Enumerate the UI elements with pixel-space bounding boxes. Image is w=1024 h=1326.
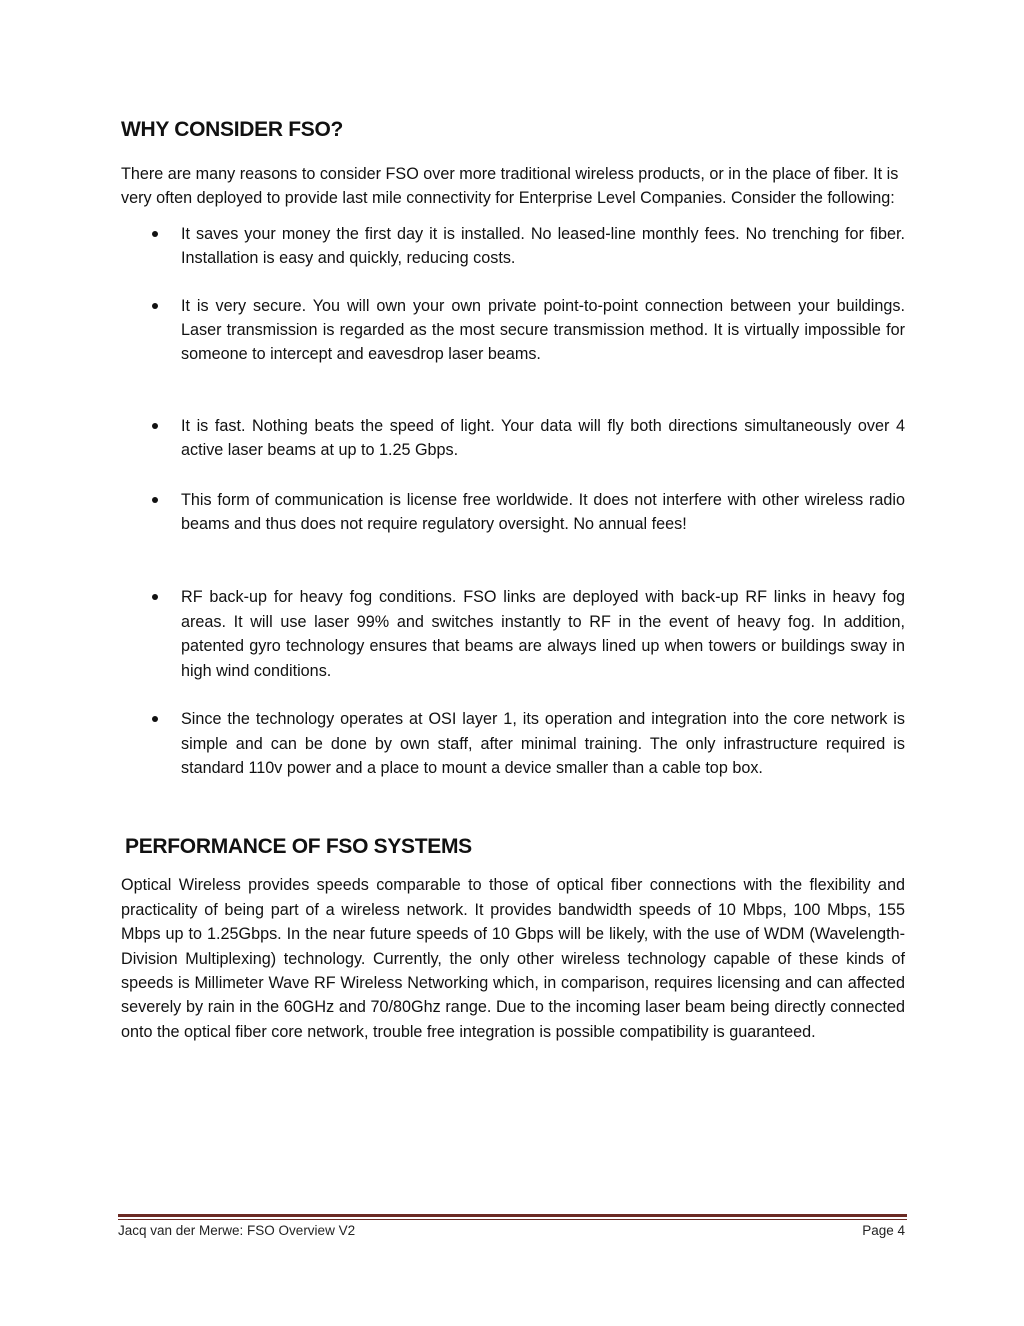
list-item-text: It is very secure. You will own your own private point-to-point connection between your buildings. Laser transmission is regarded as the most secure transmission method. It is virtually impossible for someone to intercept and eavesdrop laser beams. xyxy=(181,296,905,364)
list-item xyxy=(121,222,905,271)
bullet-icon xyxy=(152,716,158,722)
performance-paragraph: Optical Wireless provides speeds comparable to those of optical fiber connections with the flexibility and practicality of being part of a wireless network. It provides bandwidth speeds of 10 Mbps, 100 Mbps, 155 Mbps up to 1.25Gbps. In the near future speeds of 10 Gbps will be likely, with the use of WDM (Wavelength-Division Multiplexing) technology. Currently, the only other wireless technology capable of these kinds of speeds is Millimeter Wave RF Wireless Networking which, in comparison, requires licensing and can affected severely by rain in the 60GHz and 70/80Ghz range. Due to the incoming laser beam being directly connected onto the optical fiber core network, trouble free integration is possible compatibility is guaranteed. xyxy=(121,876,905,1041)
bullet-icon xyxy=(152,231,158,237)
document-page xyxy=(121,118,905,1044)
bullet-icon xyxy=(152,303,158,309)
footer-page-number: Page 4 xyxy=(862,1223,905,1238)
bullet-icon xyxy=(152,423,158,429)
footer-divider xyxy=(118,1214,907,1217)
list-item-text: It is fast. Nothing beats the speed of light. Your data will fly both directions simultaneously over 4 active laser beams at up to 1.25 Gbps. xyxy=(181,416,905,460)
bullet-icon xyxy=(152,497,158,503)
list-item xyxy=(121,585,905,683)
reasons-list xyxy=(121,222,905,781)
section-title-performance: PERFORMANCE OF FSO SYSTEMS xyxy=(125,835,472,859)
list-item xyxy=(121,294,905,367)
footer-divider-thin xyxy=(118,1219,907,1220)
list-item-text: It saves your money the first day it is installed. No leased-line monthly fees. No trenching for fiber. Installation is easy and quickly, reducing costs. xyxy=(181,224,905,268)
list-item-text: RF back-up for heavy fog conditions. FSO links are deployed with back-up RF links in heavy fog areas. It will use laser 99% and switches instantly to RF in the event of heavy fog. In addition, patented gyro technology ensures that beams are always lined up when towers or buildings sway in high wind conditions. xyxy=(181,588,905,680)
list-item xyxy=(121,707,905,780)
footer-author: Jacq van der Merwe: FSO Overview V2 xyxy=(118,1223,356,1238)
list-item xyxy=(121,488,905,537)
section-title-why-consider-fso: WHY CONSIDER FSO? xyxy=(121,118,344,141)
intro-paragraph: There are many reasons to consider FSO over more traditional wireless products, or in the place of fiber. It is very often deployed to provide last mile connectivity for Enterprise Level Companies. Consider the following: xyxy=(121,165,899,208)
list-item-text: This form of communication is license free worldwide. It does not interfere with other wireless radio beams and thus does not require regulatory oversight. No annual fees! xyxy=(181,490,905,534)
list-item-text: Since the technology operates at OSI layer 1, its operation and integration into the core network is simple and can be done by own staff, after minimal training. The only infrastructure required is standard 110v power and a place to mount a device smaller than a cable top box. xyxy=(181,710,905,777)
list-item xyxy=(121,414,905,463)
bullet-icon xyxy=(152,594,158,600)
